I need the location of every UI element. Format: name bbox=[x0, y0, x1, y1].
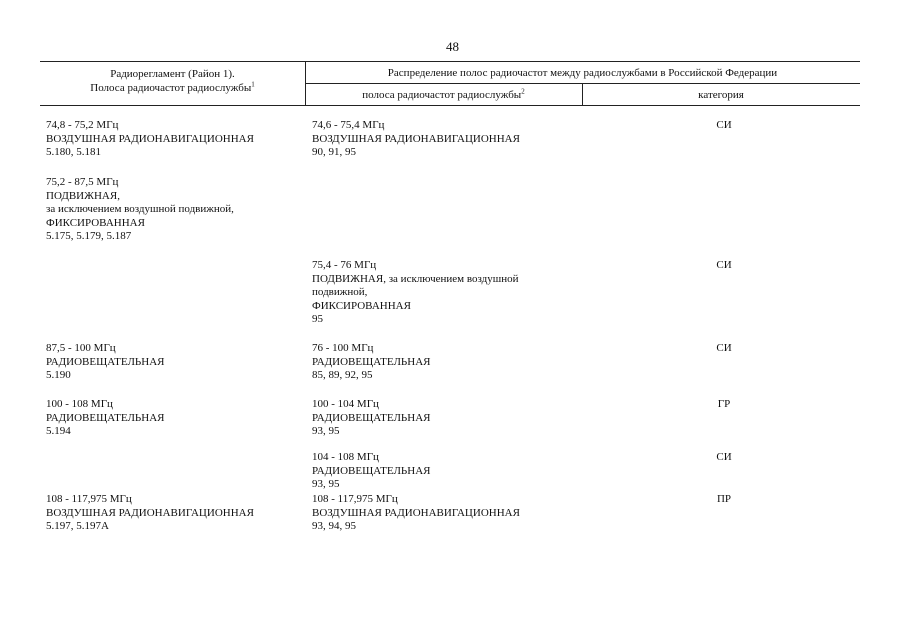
right-service bbox=[312, 133, 584, 147]
right-service: ВОЗДУШНАЯ РАДИОНАВИГАЦИОННАЯ bbox=[312, 506, 520, 519]
left-allocation-108-117.975 bbox=[46, 493, 254, 534]
table-header-bottom-rule bbox=[40, 105, 860, 106]
footnote-marker-2: 2 bbox=[521, 87, 525, 96]
left-freq: 108 - 117,975 МГц bbox=[46, 493, 132, 505]
header-right-title: Распределение полос радиочастот между радиослужбами в Российской Федерации bbox=[387, 67, 778, 79]
right-service: РАДИОВЕЩАТЕЛЬНАЯ bbox=[312, 464, 431, 477]
category-r3: СИ bbox=[716, 259, 732, 271]
right-freq: 104 - 108 МГц bbox=[312, 451, 379, 463]
page-number: 48 bbox=[446, 39, 459, 54]
left-service: ВОЗДУШНАЯ РАДИОНАВИГАЦИОННАЯ bbox=[46, 132, 254, 145]
left-footnotes: 5.197, 5.197А bbox=[46, 520, 109, 532]
left-service: РАДИОВЕЩАТЕЛЬНАЯ bbox=[46, 411, 165, 424]
category-r1: СИ bbox=[716, 119, 732, 131]
header-left-title-line1: Радиорегламент (Район 1). bbox=[110, 68, 235, 80]
left-footnotes: 5.175, 5.179, 5.187 bbox=[46, 230, 132, 242]
right-footnotes: 85, 89, 92, 95 bbox=[312, 369, 373, 381]
header-left-title-line2: Полоса радиочастот радиослужбы$^1$ bbox=[90, 80, 255, 94]
right-service-qualifier: подвижной, bbox=[312, 286, 368, 298]
right-allocation-104-108 bbox=[312, 451, 430, 492]
right-allocation-74.6-75.4 bbox=[312, 119, 584, 160]
right-service-2: ФИКСИРОВАННАЯ bbox=[312, 299, 411, 312]
category-r5: ГР bbox=[717, 398, 731, 410]
left-allocation-74.8-75.2 bbox=[46, 119, 254, 160]
left-allocation-100-108 bbox=[46, 398, 164, 439]
category-r6: СИ bbox=[716, 451, 732, 463]
left-freq: 74,8 - 75,2 МГц bbox=[46, 119, 119, 131]
table-top-rule bbox=[40, 61, 860, 62]
right-service: РАДИОВЕЩАТЕЛЬНАЯ bbox=[312, 355, 431, 368]
left-freq: 100 - 108 МГц bbox=[46, 398, 113, 410]
right-footnotes: 93, 94, 95 bbox=[312, 520, 356, 532]
left-freq: 87,5 - 100 МГц bbox=[46, 342, 116, 354]
right-freq: 74,6 - 75,4 МГц bbox=[312, 119, 385, 131]
left-service-qualifier: за исключением воздушной подвижной, bbox=[46, 203, 234, 215]
right-footnotes: 93, 95 bbox=[312, 425, 340, 437]
right-allocation-100-104 bbox=[312, 398, 430, 439]
right-allocation-75.4-76 bbox=[312, 259, 518, 327]
left-footnotes: 5.180, 5.181 bbox=[46, 146, 101, 158]
right-freq: 108 - 117,975 МГц bbox=[312, 493, 398, 505]
right-service: ПОДВИЖНАЯ, за исключением воздушной bbox=[312, 272, 519, 285]
header-band-column: полоса радиочастот радиослужбы$^2$ bbox=[362, 87, 525, 101]
right-service-word-b: РАДИОНАВИГАЦИОННАЯ bbox=[384, 132, 520, 145]
category-r7: ПР bbox=[716, 493, 732, 505]
left-service-2: ФИКСИРОВАННАЯ bbox=[46, 216, 145, 229]
category-r4: СИ bbox=[716, 342, 732, 354]
right-service: РАДИОВЕЩАТЕЛЬНАЯ bbox=[312, 411, 431, 424]
left-footnotes: 5.190 bbox=[46, 369, 71, 381]
left-service: РАДИОВЕЩАТЕЛЬНАЯ bbox=[46, 355, 165, 368]
right-freq: 100 - 104 МГц bbox=[312, 398, 379, 410]
right-freq: 75,4 - 76 МГц bbox=[312, 259, 377, 271]
right-allocation-76-100 bbox=[312, 342, 430, 383]
left-allocation-87.5-100 bbox=[46, 342, 164, 383]
right-freq: 76 - 100 МГц bbox=[312, 342, 374, 354]
left-service: ПОДВИЖНАЯ, bbox=[46, 189, 120, 202]
right-service-word-a: ВОЗДУШНАЯ bbox=[312, 132, 382, 145]
header-category-column: категория bbox=[698, 89, 744, 101]
left-freq: 75,2 - 87,5 МГц bbox=[46, 176, 119, 188]
right-footnotes: 95 bbox=[312, 313, 323, 325]
footnote-marker-1: 1 bbox=[251, 80, 255, 89]
left-footnotes: 5.194 bbox=[46, 425, 71, 437]
right-footnotes: 90, 91, 95 bbox=[312, 146, 356, 158]
left-allocation-75.2-87.5 bbox=[46, 176, 234, 244]
header-left-title bbox=[40, 67, 305, 95]
right-allocation-108-117.975 bbox=[312, 493, 520, 534]
right-footnotes: 93, 95 bbox=[312, 478, 340, 490]
left-service: ВОЗДУШНАЯ РАДИОНАВИГАЦИОННАЯ bbox=[46, 506, 254, 519]
